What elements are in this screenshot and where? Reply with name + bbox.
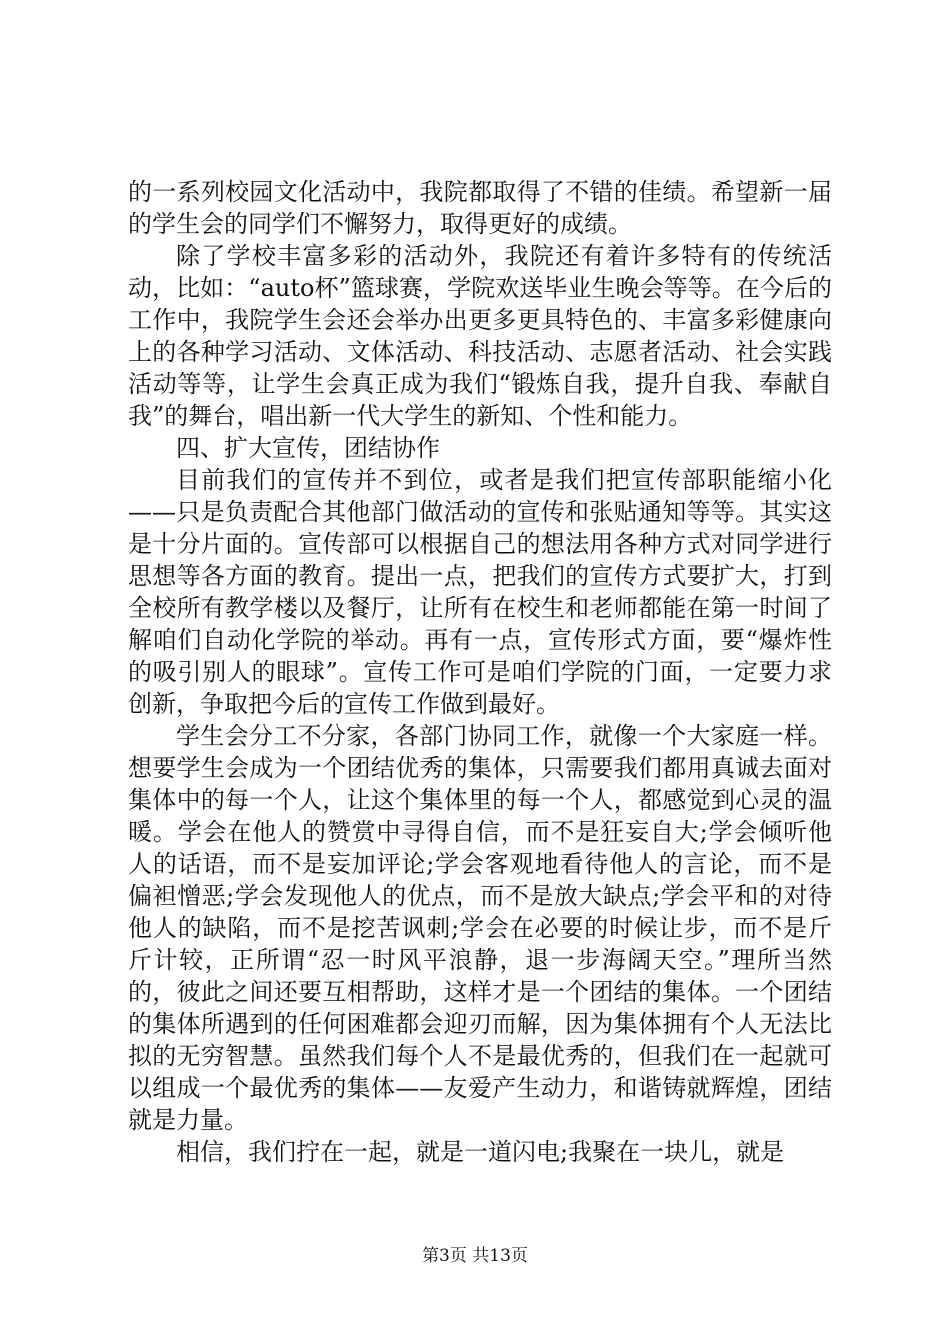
section-heading-publicity: 四、扩大宣传，团结协作 (176, 434, 440, 462)
paragraph-teamwork: 学生会分工不分家，各部门协同工作，就像一个大家庭一样。想要学生会成为一个团结优秀的集体，只需要我们都用真诚去面对集体中的每一个人，让这个集体里的每一个人，都感觉到心灵的温暖。学会在他人的赞赏中寻得自信，而不是狂妄自大;学会倾听他人的话语，而不是妄加评论;学会客观地看待他人的言论，而不是偏袒憎恶;学会发现他人的优点，而不是放大缺点;学会平和的对待他人的缺陷，而不是挖苦讽刺;学会在必要的时候让步，而不是斤斤计较，正所谓“忍一时风平浪静，退一步海阔天空。”理所当然的，彼此之间还要互相帮助，这样才是一个团结的集体。一个团结的集体所遇到的任何困难都会迎刃而解，因为集体拥有个人无法比拟的无穷智慧。虽然我们每个人不是最优秀的，但我们在一起就可以组成一个最优秀的集体——友爱产生动力，和谐铸就辉煌，团结就是力量。 (128, 722, 832, 1134)
paragraph-publicity: 目前我们的宣传并不到位，或者是我们把宣传部职能缩小化——只是负责配合其他部门做活动的宣传和张贴通知等等。其实这是十分片面的。宣传部可以根据自己的想法用各种方式对同学进行思想等各方面的教育。提出一点，把我们的宣传方式要扩大，打到全校所有教学楼以及餐厅，让所有在校生和老师都能在第一时间了解咱们自动化学院的举动。再有一点，宣传形式方面，要“爆炸性的吸引别人的眼球”。宣传工作可是咱们学院的门面，一定要力求创新，争取把今后的宣传工作做到最好。 (128, 466, 832, 718)
document-body (128, 176, 832, 1168)
page-number-footer: 第3页 共13页 (422, 1246, 528, 1266)
paragraph-continued: 的一系列校园文化活动中，我院都取得了不错的佳绩。希望新一届的学生会的同学们不懈努力，取得更好的成绩。 (128, 178, 832, 238)
paragraph-closing: 相信，我们拧在一起，就是一道闪电;我聚在一块儿，就是 (176, 1138, 785, 1166)
paragraph-traditional-activities: 除了学校丰富多彩的活动外，我院还有着许多特有的传统活动，比如：“auto杯”篮球赛，学院欢送毕业生晚会等等。在今后的工作中，我院学生会还会举办出更多更具特色的、丰富多彩健康向上的各种学习活动、文体活动、科技活动、志愿者活动、社会实践活动等等，让学生会真正成为我们“锻炼自我，提升自我、奉献自我”的舞台，唱出新一代大学生的新知、个性和能力。 (128, 242, 832, 430)
